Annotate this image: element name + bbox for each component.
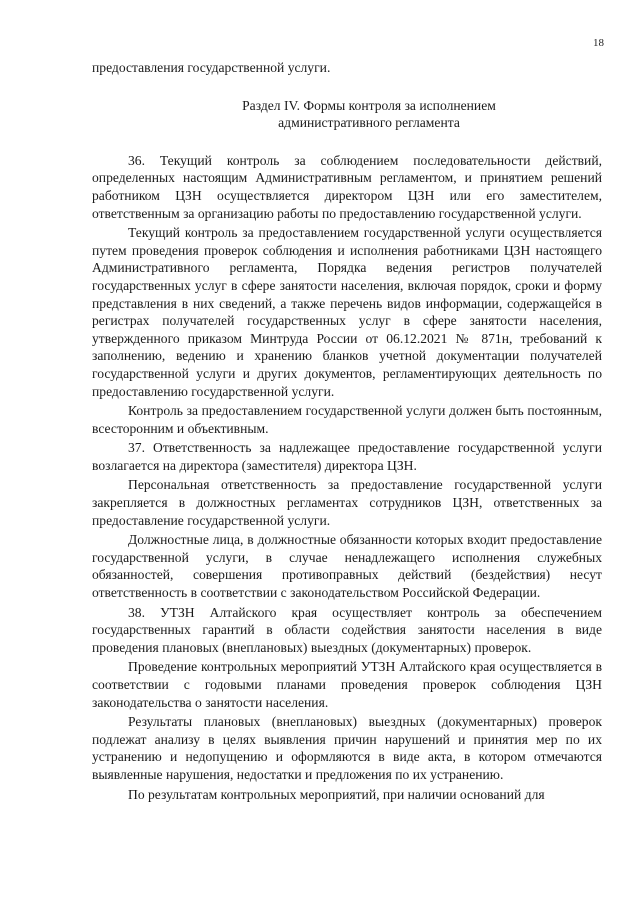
section-heading-line-2: административного регламента [278, 115, 460, 131]
paragraph-current-control: Текущий контроль за предоставлением государственной услуги осуществляется путем проведения проверок соблюдения и исполнения работниками ЦЗН настоящего Административного регламента, Порядка ведения регистров получателей государственных услуг в сфере занятости населения, включая порядок, сроки и форму представления в них сведений, а также перечень видов информации, содержащейся в регистрах получателей государственных услуг в сфере занятости населения, утвержденного приказом Минтруда России от 06.12.2021 № 871н, требований к заполнению, ведению и хранению бланков учетной документации получателей государственной услуги и других документов, регламентирующих деятельность по предоставлению государственной услуги. [92, 225, 602, 399]
paragraph-control-results: По результатам контрольных мероприятий, при наличии оснований для [128, 786, 545, 802]
paragraph-officials-responsibility: Должностные лица, в должностные обязанности которых входит предоставление государственной услуги, в случае ненадлежащего исполнения служебных обязанностей, совершения противоправных действий (бездействия) несут ответственность в соответствии с законодательством Российской Федерации. [92, 532, 602, 601]
paragraph-control-events: Проведение контрольных мероприятий УТЗН Алтайского края осуществляется в соответствии с годовыми планами проведения проверок соблюдения ЦЗН законодательства о занятости населения. [92, 659, 602, 710]
paragraph-38: 38. УТЗН Алтайского края осуществляет контроль за обеспечением государственных гарантий в области содействия занятости населения в виде проведения плановых (внеплановых) выездных (документарных) проверок. [92, 604, 602, 655]
paragraph-inspection-results: Результаты плановых (внеплановых) выездных (документарных) проверок подлежат анализу в целях выявления причин нарушений и принятия мер по их устранению и недопущению и оформляются в виде акта, в котором отмечаются выявленные нарушения, недостатки и предложения по их устранению. [92, 714, 602, 782]
document-body [92, 59, 602, 803]
paragraph-37: 37. Ответственность за надлежащее предоставление государственной услуги возлагается на директора (заместителя) директора ЦЗН. [92, 440, 602, 473]
paragraph-36: 36. Текущий контроль за соблюдением последовательности действий, определенных настоящим Административным регламентом, и принятием решений работником ЦЗН осуществляется директором ЦЗН или его заместителем, ответственным за организацию работы по предоставлению государственной услуги. [92, 152, 602, 221]
page-number: 18 [593, 37, 604, 49]
intro-line: предоставления государственной услуги. [92, 60, 331, 75]
paragraph-control-constant: Контроль за предоставлением государственной услуги должен быть постоянным, всесторонним и объективным. [92, 403, 602, 436]
section-heading-line-1: Раздел IV. Формы контроля за исполнением [242, 97, 496, 113]
paragraph-personal-responsibility: Персональная ответственность за предоставление государственной услуги закрепляется в должностных регламентах сотрудников ЦЗН, ответственных за предоставление государственной услуги. [92, 477, 602, 528]
section-heading [92, 97, 602, 132]
